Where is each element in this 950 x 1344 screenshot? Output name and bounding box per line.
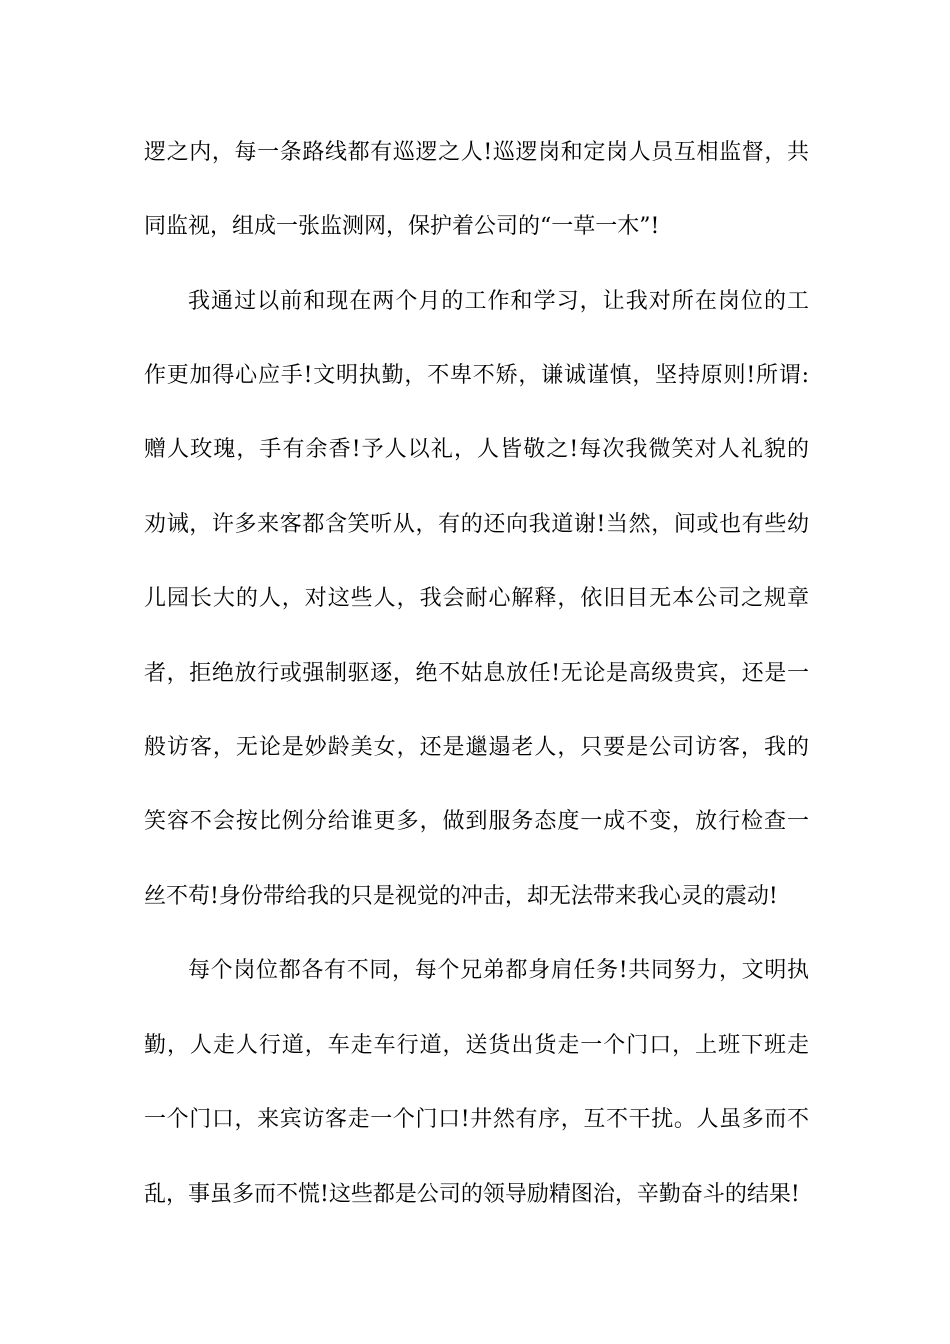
paragraph-line: 我通过以前和现在两个月的工作和学习，让我对所在岗位的工 [188, 289, 809, 314]
paragraph-line: 儿园长大的人，对这些人，我会耐心解释，依旧目无本公司之规章 [144, 586, 809, 611]
paragraph-line: 作更加得心应手!文明执勤，不卑不矫，谦诚谨慎，坚持原则!所谓: [144, 363, 809, 388]
paragraph-line: 勤，人走人行道，车走车行道，送货出货走一个门口，上班下班走 [144, 1033, 809, 1058]
paragraph-line: 丝不苟!身份带给我的只是视觉的冲击，却无法带来我心灵的震动! [144, 884, 778, 909]
paragraph-line: 乱，事虽多而不慌!这些都是公司的领导励精图治，辛勤奋斗的结果! [144, 1182, 800, 1207]
paragraph-line: 一个门口，来宾访客走一个门口!井然有序，互不干扰。人虽多而不 [144, 1107, 809, 1132]
paragraph-line: 赠人玫瑰，手有余香!予人以礼，人皆敬之!每次我微笑对人礼貌的 [144, 437, 809, 462]
paragraph-line: 同监视，组成一张监测网，保护着公司的“一草一木”! [144, 214, 660, 239]
paragraph-line: 笑容不会按比例分给谁更多，做到服务态度一成不变，放行检查一 [144, 809, 809, 834]
paragraph-line: 劝诫，许多来客都含笑听从，有的还向我道谢!当然，间或也有些幼 [144, 512, 809, 537]
paragraph-line: 般访客，无论是妙龄美女，还是邋遢老人，只要是公司访客，我的 [144, 735, 809, 760]
paragraph-line: 每个岗位都各有不同，每个兄弟都身肩任务!共同努力，文明执 [188, 958, 809, 983]
paragraph-line: 逻之内，每一条路线都有巡逻之人!巡逻岗和定岗人员互相监督，共 [144, 140, 809, 165]
paragraph-line: 者，拒绝放行或强制驱逐，绝不姑息放任!无论是高级贵宾，还是一 [144, 661, 809, 686]
